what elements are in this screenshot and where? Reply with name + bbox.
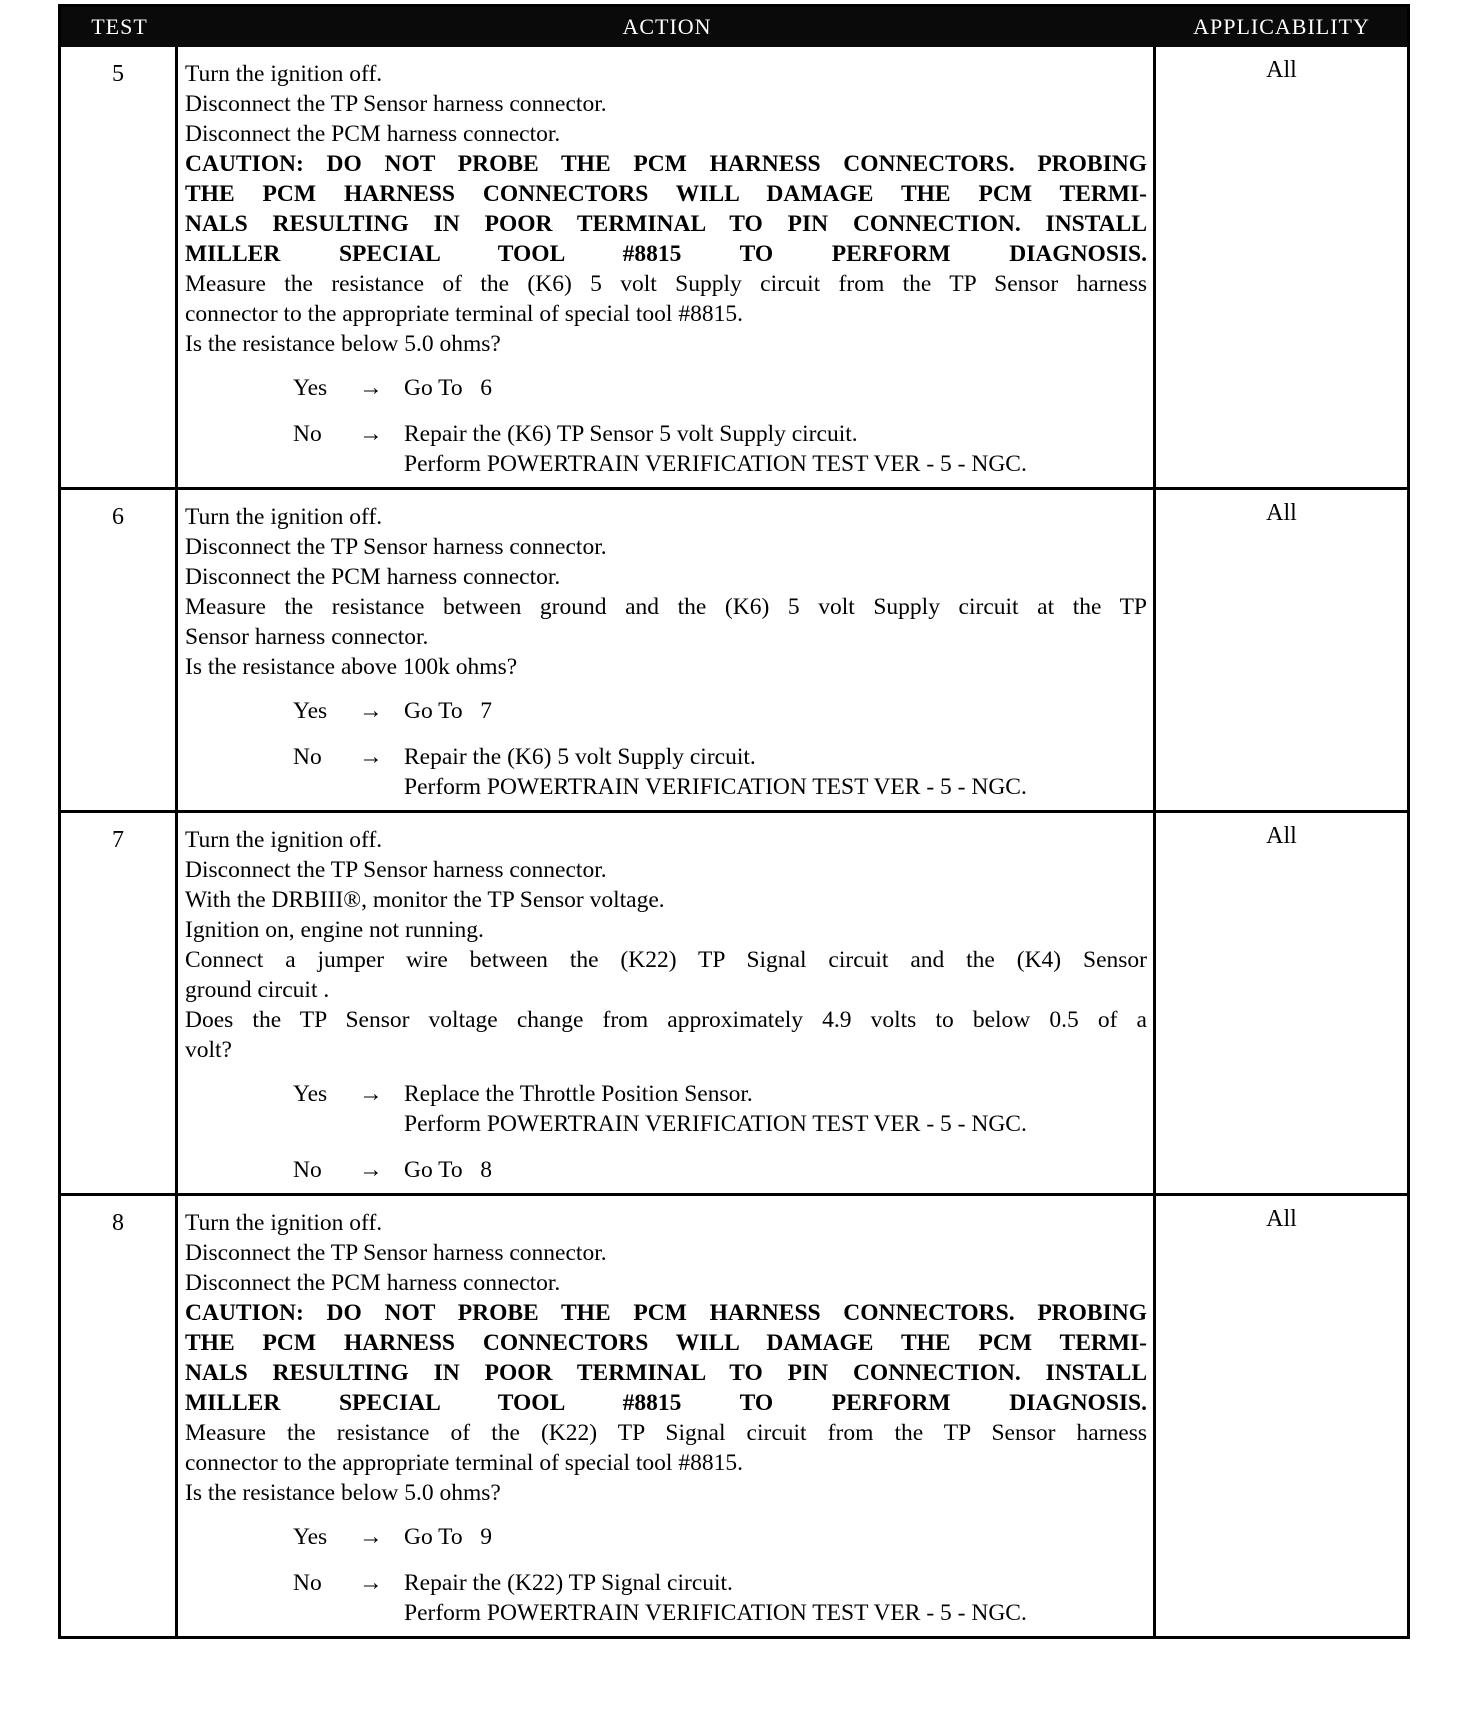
action-cell xyxy=(178,813,1156,1193)
action-line: Turn the ignition off. xyxy=(185,1210,383,1236)
action-line: ground circuit . xyxy=(185,977,330,1003)
answer-no-label: No xyxy=(293,421,322,447)
table-body xyxy=(61,47,1407,1636)
action-line: Sensor harness connector. xyxy=(185,624,429,650)
action-line: Connect a jumper wire between the (K22) TP Signal circuit and the (K4) Sensor xyxy=(185,947,1147,973)
action-line: Measure the resistance between ground and the (K6) 5 volt Supply circuit at the TP xyxy=(185,594,1147,620)
answer-no-line: Repair the (K6) TP Sensor 5 volt Supply circuit. xyxy=(404,421,858,447)
action-line: Does the TP Sensor voltage change from approximately 4.9 volts to below 0.5 of a xyxy=(185,1007,1147,1033)
action-line: Turn the ignition off. xyxy=(185,827,383,853)
table-row xyxy=(61,487,1407,810)
caution-line: NALS RESULTING IN POOR TERMINAL TO PIN CONNECTION. INSTALL xyxy=(185,211,1147,237)
diagnostic-table xyxy=(58,4,1410,1639)
action-cell xyxy=(178,1196,1156,1636)
answer-no xyxy=(185,419,1147,479)
action-line: Disconnect the PCM harness connector. xyxy=(185,1270,561,1296)
test-number: 5 xyxy=(61,47,178,487)
answer-yes-text xyxy=(404,696,1147,726)
action-line: Disconnect the TP Sensor harness connector. xyxy=(185,91,607,117)
answer-yes-text xyxy=(404,1079,1147,1139)
answer-yes-label: Yes xyxy=(293,375,328,401)
header-test: TEST xyxy=(91,14,148,39)
caution-line: THE PCM HARNESS CONNECTORS WILL DAMAGE THE PCM TERMI- xyxy=(185,181,1147,207)
action-line: Disconnect the TP Sensor harness connector. xyxy=(185,857,607,883)
action-line: Disconnect the TP Sensor harness connector. xyxy=(185,1240,607,1266)
answer-no-line: Repair the (K22) TP Signal circuit. xyxy=(404,1570,733,1596)
action-line: Ignition on, engine not running. xyxy=(185,917,484,943)
answer-yes xyxy=(185,696,1147,726)
answer-yes-line: Replace the Throttle Position Sensor. xyxy=(404,1081,753,1107)
action-line: Turn the ignition off. xyxy=(185,504,383,530)
answer-no-text xyxy=(404,742,1147,802)
answer-no-line: Repair the (K6) 5 volt Supply circuit. xyxy=(404,744,756,770)
action-line: connector to the appropriate terminal of special tool #8815. xyxy=(185,301,743,327)
answer-no-text xyxy=(404,1155,1147,1185)
arrow-icon: → xyxy=(359,744,383,770)
answer-yes-line: Perform POWERTRAIN VERIFICATION TEST VER - 5 - NGC. xyxy=(404,1111,1027,1137)
answer-yes xyxy=(185,1079,1147,1139)
answer-yes-label: Yes xyxy=(293,1081,328,1107)
action-line: Is the resistance below 5.0 ohms? xyxy=(185,331,501,357)
action-line: Disconnect the PCM harness connector. xyxy=(185,121,561,147)
action-line: Is the resistance below 5.0 ohms? xyxy=(185,1480,501,1506)
caution-line: MILLER SPECIAL TOOL #8815 TO PERFORM DIAGNOSIS. xyxy=(185,241,1147,267)
test-number: 7 xyxy=(61,813,178,1193)
applicability-value: All xyxy=(1266,823,1297,849)
caution-line: THE PCM HARNESS CONNECTORS WILL DAMAGE THE PCM TERMI- xyxy=(185,1330,1147,1356)
answer-no-label: No xyxy=(293,1570,322,1596)
test-number: 8 xyxy=(61,1196,178,1636)
arrow-icon: → xyxy=(359,1081,383,1107)
answer-no-label: No xyxy=(293,744,322,770)
header-applicability: APPLICABILITY xyxy=(1193,14,1370,39)
answer-yes xyxy=(185,373,1147,403)
answer-yes xyxy=(185,1522,1147,1552)
answer-no-line: Perform POWERTRAIN VERIFICATION TEST VER - 5 - NGC. xyxy=(404,1600,1027,1626)
table-row xyxy=(61,1193,1407,1636)
action-line: connector to the appropriate terminal of special tool #8815. xyxy=(185,1450,743,1476)
answer-yes-line: Go To 6 xyxy=(404,375,493,401)
answer-no-label: No xyxy=(293,1157,322,1183)
answer-yes-line: Go To 7 xyxy=(404,698,493,724)
applicability-value: All xyxy=(1266,500,1297,526)
answer-yes-text xyxy=(404,373,1147,403)
answer-no-text xyxy=(404,1568,1147,1628)
action-cell xyxy=(178,490,1156,810)
answer-no-text xyxy=(404,419,1147,479)
answer-no xyxy=(185,742,1147,802)
caution-line: CAUTION: DO NOT PROBE THE PCM HARNESS CONNECTORS. PROBING xyxy=(185,151,1147,177)
answer-no-line: Perform POWERTRAIN VERIFICATION TEST VER - 5 - NGC. xyxy=(404,451,1027,477)
action-line: Measure the resistance of the (K6) 5 volt Supply circuit from the TP Sensor harness xyxy=(185,271,1147,297)
action-cell xyxy=(178,47,1156,487)
test-number: 6 xyxy=(61,490,178,810)
applicability-value: All xyxy=(1266,1206,1297,1232)
action-line: Disconnect the PCM harness connector. xyxy=(185,564,561,590)
action-line: volt? xyxy=(185,1037,232,1063)
table-header xyxy=(61,7,1407,47)
arrow-icon: → xyxy=(359,1157,383,1183)
caution-line: NALS RESULTING IN POOR TERMINAL TO PIN CONNECTION. INSTALL xyxy=(185,1360,1147,1386)
answer-no xyxy=(185,1568,1147,1628)
answer-no xyxy=(185,1155,1147,1185)
answer-no-line: Perform POWERTRAIN VERIFICATION TEST VER - 5 - NGC. xyxy=(404,774,1027,800)
action-line: With the DRBIII®, monitor the TP Sensor voltage. xyxy=(185,887,665,913)
arrow-icon: → xyxy=(359,1570,383,1596)
arrow-icon: → xyxy=(359,375,383,401)
answer-yes-label: Yes xyxy=(293,698,328,724)
table-row xyxy=(61,47,1407,487)
action-line: Measure the resistance of the (K22) TP Signal circuit from the TP Sensor harness xyxy=(185,1420,1147,1446)
caution-line: CAUTION: DO NOT PROBE THE PCM HARNESS CONNECTORS. PROBING xyxy=(185,1300,1147,1326)
answer-yes-text xyxy=(404,1522,1147,1552)
arrow-icon: → xyxy=(359,421,383,447)
answer-yes-line: Go To 9 xyxy=(404,1524,493,1550)
action-line: Is the resistance above 100k ohms? xyxy=(185,654,518,680)
answer-no-line: Go To 8 xyxy=(404,1157,493,1183)
table-row xyxy=(61,810,1407,1193)
applicability-value: All xyxy=(1266,57,1297,83)
answer-yes-label: Yes xyxy=(293,1524,328,1550)
arrow-icon: → xyxy=(359,698,383,724)
header-action: ACTION xyxy=(622,14,712,39)
action-line: Turn the ignition off. xyxy=(185,61,383,87)
arrow-icon: → xyxy=(359,1524,383,1550)
action-line: Disconnect the TP Sensor harness connector. xyxy=(185,534,607,560)
caution-line: MILLER SPECIAL TOOL #8815 TO PERFORM DIAGNOSIS. xyxy=(185,1390,1147,1416)
